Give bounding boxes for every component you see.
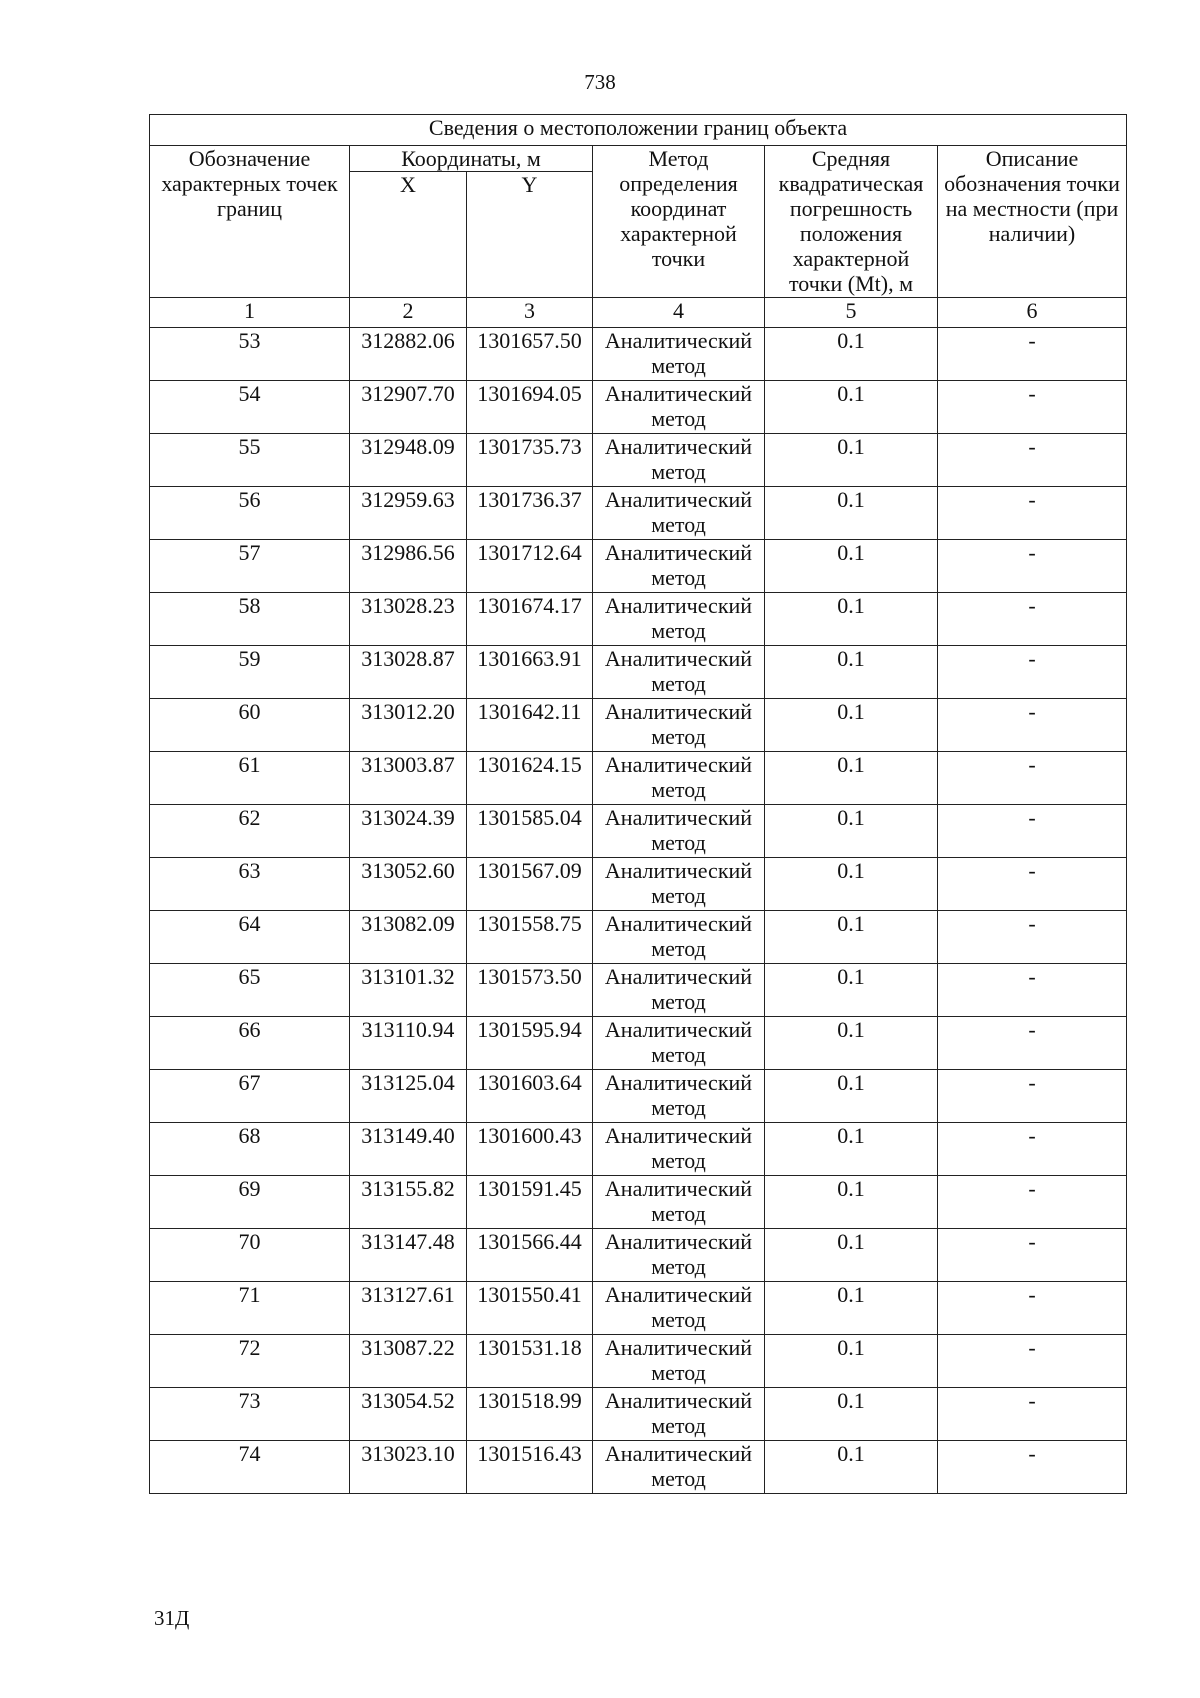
cell-y: 1301657.50 — [467, 328, 593, 381]
cell-x: 312959.63 — [350, 487, 467, 540]
cell-y: 1301573.50 — [467, 964, 593, 1017]
column-number: 5 — [765, 298, 938, 328]
cell-method: Аналитический метод — [593, 1335, 765, 1388]
cell-x: 313125.04 — [350, 1070, 467, 1123]
table-row — [150, 646, 1127, 699]
column-numbers-row — [150, 298, 1127, 328]
cell-point: 54 — [150, 381, 350, 434]
cell-description: - — [938, 858, 1127, 911]
cell-description: - — [938, 752, 1127, 805]
table-row — [150, 858, 1127, 911]
cell-x: 313028.23 — [350, 593, 467, 646]
cell-y: 1301663.91 — [467, 646, 593, 699]
cell-error: 0.1 — [765, 1123, 938, 1176]
cell-point: 53 — [150, 328, 350, 381]
boundary-coordinates-table — [149, 114, 1127, 1494]
cell-y: 1301712.64 — [467, 540, 593, 593]
cell-description: - — [938, 1070, 1127, 1123]
table-body — [150, 328, 1127, 1494]
cell-x: 312882.06 — [350, 328, 467, 381]
cell-description: - — [938, 1017, 1127, 1070]
table-row — [150, 487, 1127, 540]
cell-method: Аналитический метод — [593, 328, 765, 381]
cell-method: Аналитический метод — [593, 1441, 765, 1494]
cell-description: - — [938, 593, 1127, 646]
cell-x: 312907.70 — [350, 381, 467, 434]
cell-y: 1301558.75 — [467, 911, 593, 964]
cell-error: 0.1 — [765, 964, 938, 1017]
cell-error: 0.1 — [765, 1017, 938, 1070]
page-code: 31Д — [154, 1606, 190, 1630]
cell-x: 313024.39 — [350, 805, 467, 858]
header-error: Средняя квадратическая погрешность положения характерной точки (Mt), м — [765, 146, 938, 298]
cell-point: 64 — [150, 911, 350, 964]
cell-description: - — [938, 434, 1127, 487]
header-description: Описание обозначения точки на местности (при наличии) — [938, 146, 1127, 298]
column-number: 6 — [938, 298, 1127, 328]
cell-description: - — [938, 805, 1127, 858]
column-number: 1 — [150, 298, 350, 328]
column-number: 2 — [350, 298, 467, 328]
table-row — [150, 1123, 1127, 1176]
cell-method: Аналитический метод — [593, 858, 765, 911]
cell-y: 1301642.11 — [467, 699, 593, 752]
cell-x: 313110.94 — [350, 1017, 467, 1070]
cell-point: 70 — [150, 1229, 350, 1282]
cell-y: 1301735.73 — [467, 434, 593, 487]
column-number: 4 — [593, 298, 765, 328]
cell-error: 0.1 — [765, 1441, 938, 1494]
cell-point: 59 — [150, 646, 350, 699]
table-row — [150, 1335, 1127, 1388]
cell-x: 312986.56 — [350, 540, 467, 593]
cell-method: Аналитический метод — [593, 1388, 765, 1441]
table-row — [150, 1388, 1127, 1441]
cell-point: 63 — [150, 858, 350, 911]
cell-method: Аналитический метод — [593, 1282, 765, 1335]
table-row — [150, 699, 1127, 752]
table-row — [150, 328, 1127, 381]
cell-description: - — [938, 646, 1127, 699]
cell-x: 313127.61 — [350, 1282, 467, 1335]
cell-method: Аналитический метод — [593, 699, 765, 752]
cell-error: 0.1 — [765, 540, 938, 593]
cell-x: 313028.87 — [350, 646, 467, 699]
cell-error: 0.1 — [765, 593, 938, 646]
cell-y: 1301531.18 — [467, 1335, 593, 1388]
cell-y: 1301550.41 — [467, 1282, 593, 1335]
cell-x: 313012.20 — [350, 699, 467, 752]
cell-method: Аналитический метод — [593, 964, 765, 1017]
header-method: Метод определения координат характерной точки — [593, 146, 765, 298]
cell-method: Аналитический метод — [593, 752, 765, 805]
cell-y: 1301566.44 — [467, 1229, 593, 1282]
cell-y: 1301674.17 — [467, 593, 593, 646]
cell-method: Аналитический метод — [593, 1017, 765, 1070]
cell-point: 56 — [150, 487, 350, 540]
header-coords: Координаты, м — [350, 146, 593, 172]
cell-method: Аналитический метод — [593, 1123, 765, 1176]
cell-error: 0.1 — [765, 699, 938, 752]
cell-error: 0.1 — [765, 1282, 938, 1335]
cell-description: - — [938, 1123, 1127, 1176]
cell-point: 61 — [150, 752, 350, 805]
table-header — [150, 115, 1127, 328]
cell-point: 68 — [150, 1123, 350, 1176]
cell-method: Аналитический метод — [593, 646, 765, 699]
cell-point: 71 — [150, 1282, 350, 1335]
cell-error: 0.1 — [765, 381, 938, 434]
cell-point: 72 — [150, 1335, 350, 1388]
cell-y: 1301600.43 — [467, 1123, 593, 1176]
cell-x: 313101.32 — [350, 964, 467, 1017]
table-row — [150, 381, 1127, 434]
cell-error: 0.1 — [765, 487, 938, 540]
cell-point: 62 — [150, 805, 350, 858]
cell-method: Аналитический метод — [593, 487, 765, 540]
cell-point: 73 — [150, 1388, 350, 1441]
header-point: Обозначение характерных точек границ — [150, 146, 350, 298]
cell-error: 0.1 — [765, 1070, 938, 1123]
cell-y: 1301585.04 — [467, 805, 593, 858]
table-row — [150, 1282, 1127, 1335]
cell-point: 58 — [150, 593, 350, 646]
cell-error: 0.1 — [765, 752, 938, 805]
cell-description: - — [938, 1282, 1127, 1335]
cell-method: Аналитический метод — [593, 593, 765, 646]
table-row — [150, 540, 1127, 593]
cell-x: 312948.09 — [350, 434, 467, 487]
table-row — [150, 1176, 1127, 1229]
table-row — [150, 964, 1127, 1017]
table-row — [150, 911, 1127, 964]
cell-description: - — [938, 540, 1127, 593]
cell-x: 313082.09 — [350, 911, 467, 964]
cell-x: 313155.82 — [350, 1176, 467, 1229]
cell-x: 313147.48 — [350, 1229, 467, 1282]
cell-x: 313054.52 — [350, 1388, 467, 1441]
table-row — [150, 1017, 1127, 1070]
cell-y: 1301516.43 — [467, 1441, 593, 1494]
cell-method: Аналитический метод — [593, 381, 765, 434]
cell-error: 0.1 — [765, 911, 938, 964]
cell-error: 0.1 — [765, 1229, 938, 1282]
table-row — [150, 593, 1127, 646]
header-y: Y — [467, 172, 593, 298]
cell-point: 69 — [150, 1176, 350, 1229]
cell-y: 1301518.99 — [467, 1388, 593, 1441]
table-row — [150, 434, 1127, 487]
cell-error: 0.1 — [765, 858, 938, 911]
cell-description: - — [938, 1229, 1127, 1282]
table-caption: Сведения о местоположении границ объекта — [150, 115, 1127, 146]
cell-point: 65 — [150, 964, 350, 1017]
cell-error: 0.1 — [765, 1388, 938, 1441]
cell-method: Аналитический метод — [593, 1229, 765, 1282]
cell-point: 74 — [150, 1441, 350, 1494]
cell-y: 1301591.45 — [467, 1176, 593, 1229]
cell-method: Аналитический метод — [593, 805, 765, 858]
cell-method: Аналитический метод — [593, 1070, 765, 1123]
cell-description: - — [938, 1335, 1127, 1388]
table-row — [150, 752, 1127, 805]
cell-method: Аналитический метод — [593, 1176, 765, 1229]
cell-method: Аналитический метод — [593, 540, 765, 593]
cell-error: 0.1 — [765, 1176, 938, 1229]
cell-description: - — [938, 1388, 1127, 1441]
cell-point: 66 — [150, 1017, 350, 1070]
page-number: 738 — [584, 70, 616, 94]
column-number: 3 — [467, 298, 593, 328]
cell-x: 313003.87 — [350, 752, 467, 805]
cell-method: Аналитический метод — [593, 434, 765, 487]
cell-description: - — [938, 911, 1127, 964]
cell-error: 0.1 — [765, 646, 938, 699]
cell-method: Аналитический метод — [593, 911, 765, 964]
cell-point: 67 — [150, 1070, 350, 1123]
table-row — [150, 1070, 1127, 1123]
cell-x: 313052.60 — [350, 858, 467, 911]
table-row — [150, 1441, 1127, 1494]
cell-point: 55 — [150, 434, 350, 487]
cell-point: 57 — [150, 540, 350, 593]
cell-description: - — [938, 487, 1127, 540]
cell-y: 1301694.05 — [467, 381, 593, 434]
cell-description: - — [938, 1441, 1127, 1494]
cell-x: 313087.22 — [350, 1335, 467, 1388]
cell-error: 0.1 — [765, 328, 938, 381]
cell-error: 0.1 — [765, 1335, 938, 1388]
cell-y: 1301603.64 — [467, 1070, 593, 1123]
cell-description: - — [938, 328, 1127, 381]
cell-description: - — [938, 1176, 1127, 1229]
header-x: X — [350, 172, 467, 298]
cell-error: 0.1 — [765, 805, 938, 858]
cell-error: 0.1 — [765, 434, 938, 487]
table-row — [150, 1229, 1127, 1282]
cell-description: - — [938, 964, 1127, 1017]
cell-x: 313149.40 — [350, 1123, 467, 1176]
cell-point: 60 — [150, 699, 350, 752]
table-row — [150, 805, 1127, 858]
cell-y: 1301595.94 — [467, 1017, 593, 1070]
cell-y: 1301736.37 — [467, 487, 593, 540]
cell-description: - — [938, 381, 1127, 434]
cell-y: 1301624.15 — [467, 752, 593, 805]
cell-x: 313023.10 — [350, 1441, 467, 1494]
cell-description: - — [938, 699, 1127, 752]
cell-y: 1301567.09 — [467, 858, 593, 911]
